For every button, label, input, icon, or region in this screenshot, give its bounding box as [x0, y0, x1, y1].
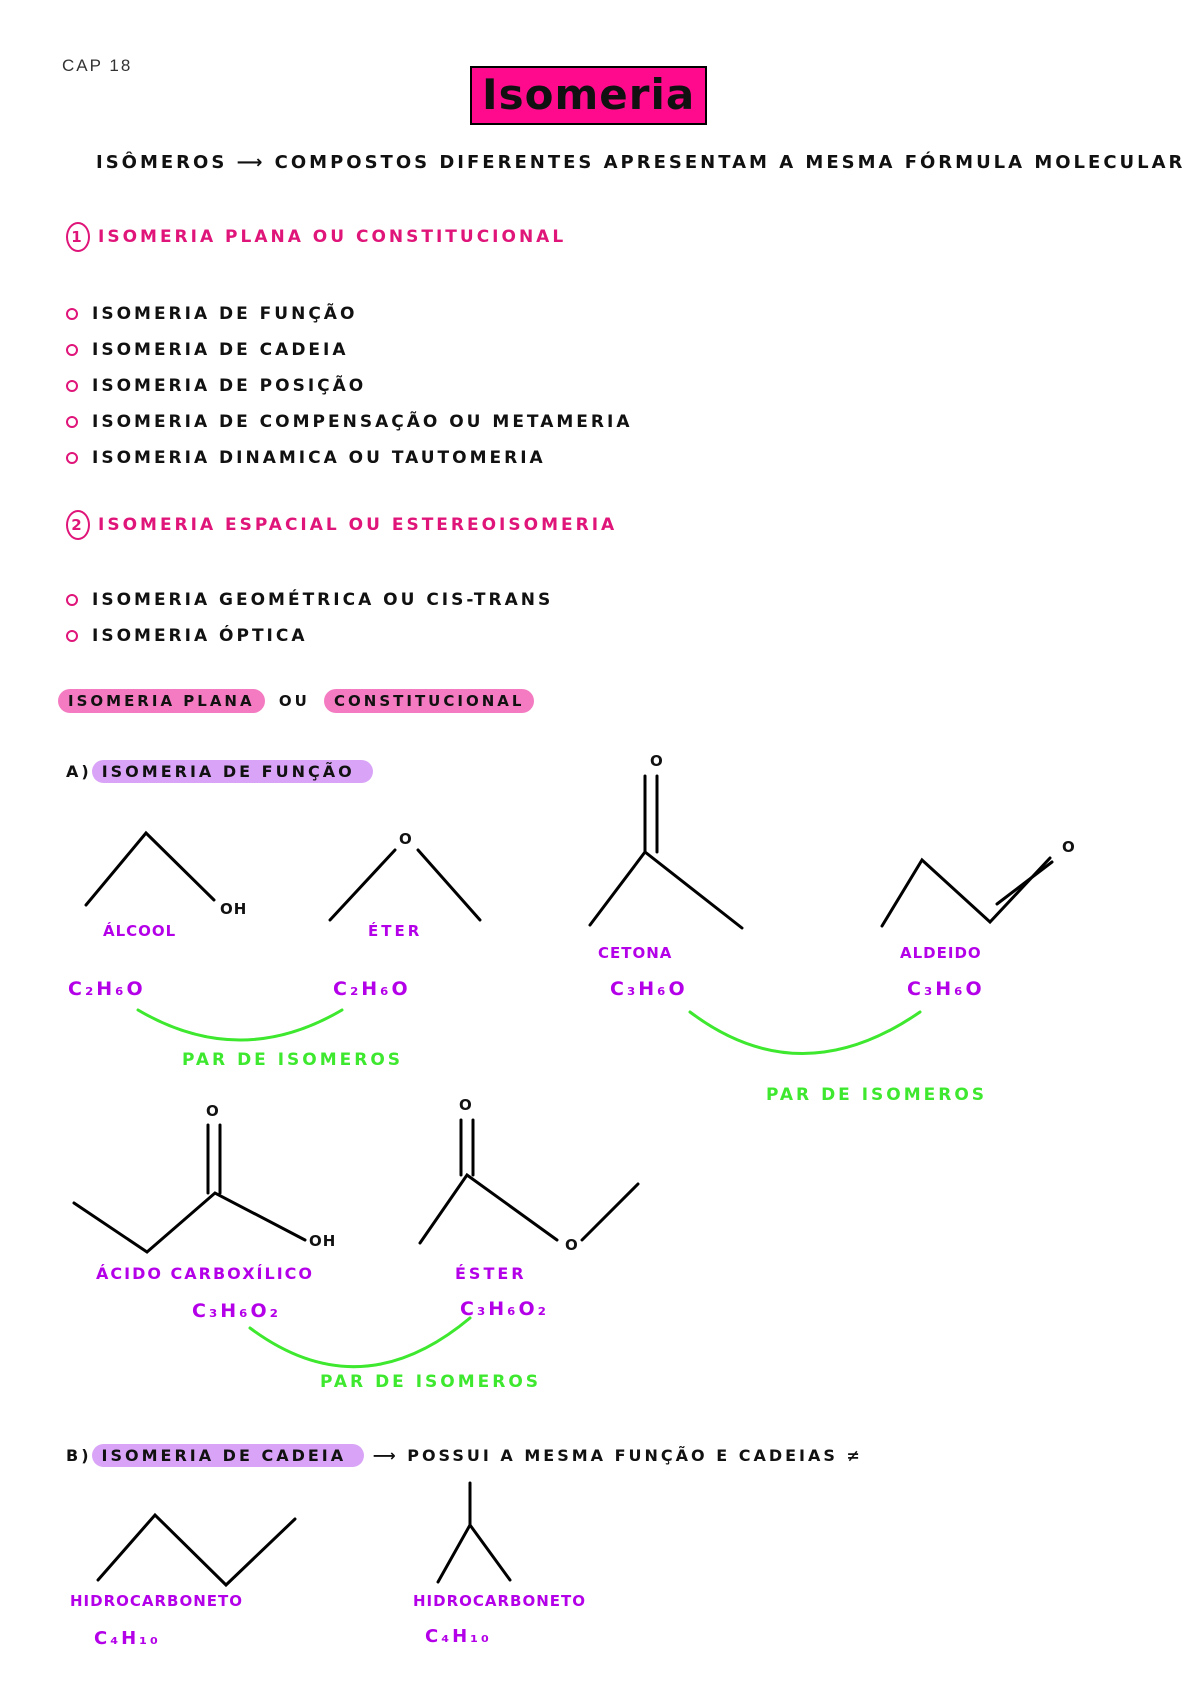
pair-label: PAR DE ISOMEROS: [320, 1372, 542, 1392]
pair-curve-funcao-3: [250, 1318, 470, 1367]
eter-o: O: [399, 830, 415, 848]
cetona-name: CETONA: [598, 944, 673, 962]
list-item: ISOMERIA DE POSIÇÃO: [66, 368, 632, 404]
ester-o-side: O: [565, 1236, 581, 1254]
butano-name: HIDROCARBONETO: [70, 1592, 244, 1610]
eter-skeleton: [330, 850, 395, 920]
acido-name: ÁCIDO CARBOXÍLICO: [96, 1264, 314, 1283]
acido-skeleton: [74, 1193, 305, 1252]
isobutano-name: HIDROCARBONETO: [413, 1592, 587, 1610]
aldeido-o: O: [1062, 838, 1078, 856]
definition-text: COMPOSTOS DIFERENTES APRESENTAM A MESMA FÓRMULA MOLECULAR: [274, 152, 1186, 173]
cadeia-text: POSSUI A MESMA FUNÇÃO E CADEIAS ≠: [407, 1446, 863, 1465]
isobutano-formula: C₄H₁₀: [425, 1626, 492, 1647]
aldeido-skeleton: [882, 858, 1050, 926]
funcao-title: ISOMERIA DE FUNÇÃO: [92, 760, 373, 783]
cetona-formula: C₃H₆O: [610, 978, 688, 1000]
list-item: ISOMERIA DE CADEIA: [66, 332, 632, 368]
aldeido-double-bond: [997, 862, 1052, 904]
eter-name: ÉTER: [368, 922, 423, 940]
butano-skeleton: [98, 1515, 295, 1585]
list-item: ISOMERIA GEOMÉTRICA OU CIS-TRANS: [66, 582, 553, 618]
aldeido-formula: C₃H₆O: [907, 978, 985, 1000]
pair-label: PAR DE ISOMEROS: [766, 1085, 988, 1105]
section2-number: 2: [66, 510, 90, 540]
arrow-icon: ⟶: [372, 1446, 399, 1465]
subheading-right: CONSTITUCIONAL: [324, 689, 534, 713]
cadeia-heading: [66, 1446, 863, 1465]
acido-oh: OH: [309, 1232, 337, 1250]
pair-label: PAR DE ISOMEROS: [182, 1050, 404, 1070]
pair-curve-funcao-1: [138, 1010, 342, 1040]
alcool-name: ÁLCOOL: [103, 922, 177, 940]
section1-number: 1: [66, 222, 90, 252]
ester-skeleton: [420, 1175, 557, 1243]
list-item: ISOMERIA DE COMPENSAÇÃO OU METAMERIA: [66, 404, 632, 440]
arrow-icon: ⟶: [236, 152, 266, 173]
pair-curve-funcao-2: [690, 1012, 920, 1054]
definition-term: ISÔMEROS: [96, 152, 228, 173]
butano-formula: C₄H₁₀: [94, 1628, 161, 1649]
subheading-left: ISOMERIA PLANA: [58, 689, 265, 713]
acido-formula: C₃H₆O₂: [192, 1300, 281, 1322]
cetona-o: O: [650, 752, 666, 770]
alcool-formula: C₂H₆O: [68, 978, 146, 1000]
eter-skeleton-right: [418, 850, 480, 920]
ester-skeleton-right: [582, 1184, 638, 1240]
page-title: Isomeria: [470, 66, 707, 125]
list-item: ISOMERIA ÓPTICA: [66, 618, 553, 654]
eter-formula: C₂H₆O: [333, 978, 411, 1000]
list-item: ISOMERIA DE FUNÇÃO: [66, 296, 632, 332]
section1-title: ISOMERIA PLANA OU CONSTITUCIONAL: [98, 227, 567, 247]
ester-name: ÉSTER: [455, 1264, 527, 1283]
cadeia-prefix: B): [66, 1446, 92, 1465]
aldeido-name: ALDEIDO: [900, 944, 982, 962]
cadeia-title: ISOMERIA DE CADEIA: [92, 1444, 365, 1467]
subheading-middle: OU: [278, 692, 310, 710]
funcao-prefix: A): [66, 762, 92, 781]
alcool-oh: OH: [220, 900, 248, 918]
cetona-skeleton: [590, 852, 742, 928]
list-item: ISOMERIA DINAMICA OU TAUTOMERIA: [66, 440, 632, 476]
ester-formula: C₃H₆O₂: [460, 1298, 549, 1320]
acido-o: O: [206, 1102, 222, 1120]
isobutano-branches: [438, 1525, 510, 1582]
alcool-skeleton: [86, 833, 214, 905]
chapter-label: CAP 18: [62, 56, 133, 75]
section2-title: ISOMERIA ESPACIAL OU ESTEREOISOMERIA: [98, 515, 618, 535]
ester-o-top: O: [459, 1096, 475, 1114]
